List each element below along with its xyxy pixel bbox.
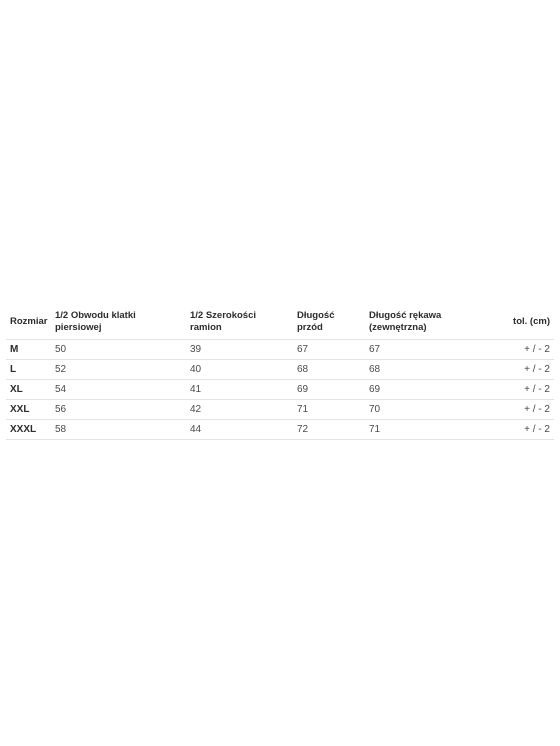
- sleeve-length-cell: 68: [365, 360, 500, 380]
- front-length-cell: 69: [293, 380, 365, 400]
- table-row: [6, 420, 554, 440]
- sleeve-length-cell: 71: [365, 420, 500, 440]
- size-chart-table: [6, 305, 554, 440]
- header-size: Rozmiar: [6, 305, 51, 340]
- size-cell: L: [6, 360, 51, 380]
- sleeve-length-cell: 69: [365, 380, 500, 400]
- header-sleeve-length: Długość rękawa (zewnętrzna): [365, 305, 500, 340]
- header-shoulder: 1/2 Szerokości ramion: [186, 305, 293, 340]
- chest-cell: 56: [51, 400, 186, 420]
- shoulder-cell: 39: [186, 340, 293, 360]
- chest-cell: 58: [51, 420, 186, 440]
- front-length-cell: 68: [293, 360, 365, 380]
- chest-cell: 52: [51, 360, 186, 380]
- sleeve-length-cell: 67: [365, 340, 500, 360]
- sleeve-length-cell: 70: [365, 400, 500, 420]
- size-cell: XXXL: [6, 420, 51, 440]
- shoulder-cell: 40: [186, 360, 293, 380]
- table-row: [6, 380, 554, 400]
- header-front-length: Długość przód: [293, 305, 365, 340]
- front-length-cell: 67: [293, 340, 365, 360]
- chest-cell: 54: [51, 380, 186, 400]
- table-body: [6, 340, 554, 440]
- tolerance-cell: + / - 2: [500, 420, 554, 440]
- header-tolerance: tol. (cm): [500, 305, 554, 340]
- table-row: [6, 340, 554, 360]
- header-chest: 1/2 Obwodu klatki piersiowej: [51, 305, 186, 340]
- size-cell: XL: [6, 380, 51, 400]
- chest-cell: 50: [51, 340, 186, 360]
- tolerance-cell: + / - 2: [500, 340, 554, 360]
- shoulder-cell: 42: [186, 400, 293, 420]
- front-length-cell: 71: [293, 400, 365, 420]
- table-header: [6, 305, 554, 340]
- tolerance-cell: + / - 2: [500, 380, 554, 400]
- tolerance-cell: + / - 2: [500, 400, 554, 420]
- header-row: [6, 305, 554, 340]
- tolerance-cell: + / - 2: [500, 360, 554, 380]
- shoulder-cell: 44: [186, 420, 293, 440]
- size-cell: XXL: [6, 400, 51, 420]
- front-length-cell: 72: [293, 420, 365, 440]
- table-row: [6, 400, 554, 420]
- shoulder-cell: 41: [186, 380, 293, 400]
- size-cell: M: [6, 340, 51, 360]
- table-row: [6, 360, 554, 380]
